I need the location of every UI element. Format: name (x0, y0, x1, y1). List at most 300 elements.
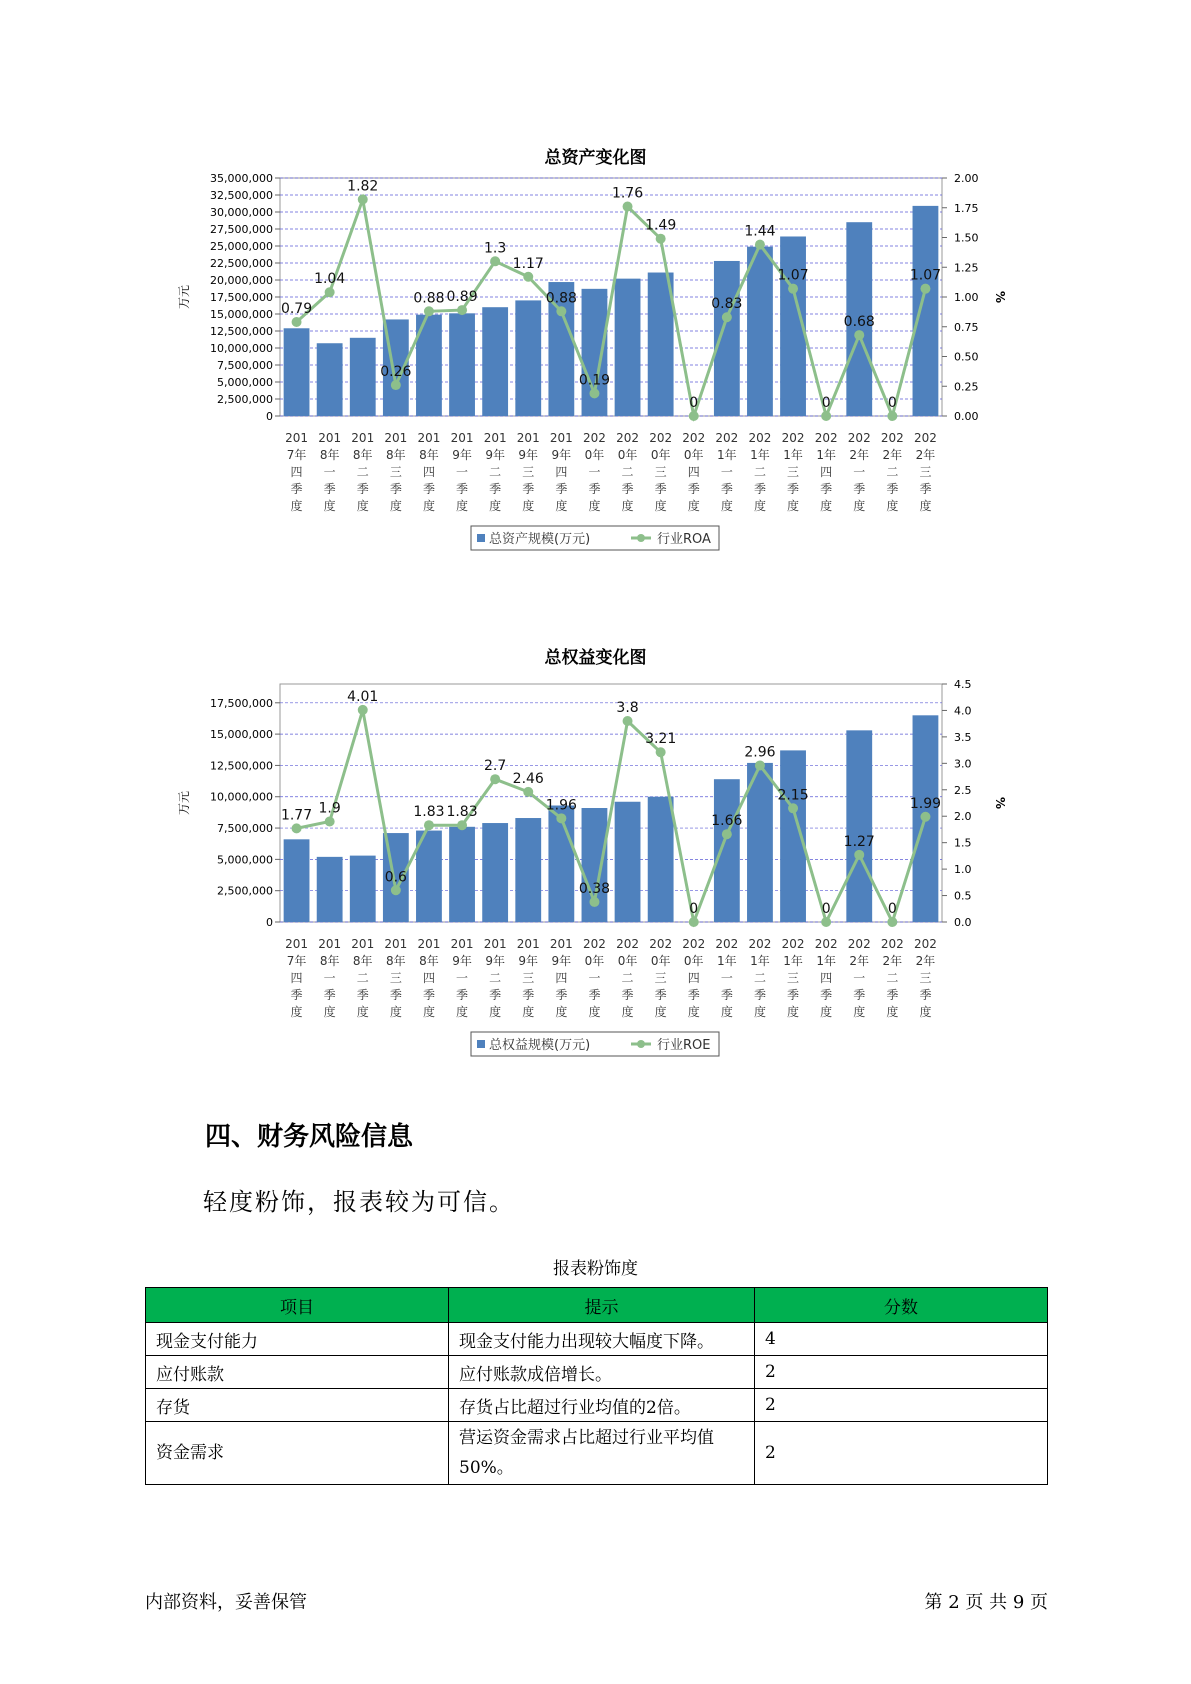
line-point (589, 388, 599, 398)
category-label: 季 (555, 482, 568, 496)
table-row (146, 1422, 1048, 1485)
right-tick-label: 2.00 (954, 172, 979, 185)
category-label: 201 (549, 431, 573, 445)
category-label: 0年 (683, 954, 704, 968)
footer-page-number: 第 2 页 共 9 页 (924, 1592, 1048, 1613)
right-tick-label: 3.5 (954, 730, 972, 744)
category-label: 9年 (518, 954, 539, 968)
left-tick-label: 10,000,000 (210, 790, 273, 804)
category-label: 度 (753, 499, 766, 513)
category-label: 度 (555, 1005, 568, 1019)
category-label: 201 (450, 431, 474, 445)
category-label: 二 (621, 971, 634, 985)
category-label: 四 (422, 465, 435, 479)
table-row (146, 1389, 1048, 1422)
category-label: 季 (787, 988, 800, 1002)
category-label: 季 (456, 988, 469, 1002)
row-score: 2 (755, 1422, 1048, 1485)
line-point (689, 917, 699, 927)
left-tick-label: 20,000,000 (210, 274, 273, 287)
category-label: 季 (720, 482, 733, 496)
right-tick-label: 1.5 (954, 836, 972, 850)
category-label: 度 (456, 499, 469, 513)
category-label: 度 (323, 499, 336, 513)
data-label: 1.96 (545, 797, 577, 814)
row-hint: 现金支付能力出现较大幅度下降。 (449, 1323, 755, 1356)
line-point (325, 817, 335, 827)
category-label: 7年 (286, 448, 307, 462)
category-label: 季 (919, 482, 932, 496)
category-label: 季 (787, 482, 800, 496)
line-point (358, 194, 368, 204)
table-header-row (146, 1288, 1048, 1323)
category-label: 季 (753, 988, 766, 1002)
category-label: 季 (621, 988, 634, 1002)
line-point (556, 813, 566, 823)
category-label: 四 (555, 465, 568, 479)
category-label: 202 (880, 937, 904, 951)
category-label: 度 (654, 499, 667, 513)
category-label: 度 (919, 499, 932, 513)
category-label: 季 (290, 988, 303, 1002)
category-label: 度 (886, 499, 899, 513)
data-label: 0 (821, 901, 831, 917)
category-label: 201 (318, 937, 342, 951)
right-tick-label: 3.0 (954, 757, 972, 771)
legend-swatch-point (637, 534, 645, 542)
section-heading: 四、财务风险信息 (205, 1122, 414, 1152)
category-label: 201 (483, 431, 507, 445)
category-label: 202 (748, 937, 772, 951)
row-score: 2 (755, 1389, 1048, 1422)
category-label: 季 (654, 988, 667, 1002)
line-point (589, 897, 599, 907)
line-point (292, 317, 302, 327)
left-tick-label: 35,000,000 (210, 172, 273, 185)
category-label: 1年 (783, 954, 803, 968)
category-label: 9年 (551, 448, 572, 462)
row-score: 2 (755, 1356, 1048, 1389)
category-label: 度 (687, 499, 700, 513)
right-tick-label: 2.5 (954, 783, 972, 797)
chart-title-equity: 总权益变化图 (544, 648, 647, 668)
data-label: 1.99 (909, 795, 942, 812)
category-label: 202 (847, 937, 871, 951)
data-label: 4.01 (347, 688, 379, 705)
category-label: 202 (649, 937, 673, 951)
bar (846, 730, 872, 922)
line-point (656, 234, 666, 244)
category-label: 201 (516, 431, 540, 445)
line-point (854, 850, 864, 860)
category-label: 度 (356, 1005, 369, 1019)
category-label: 三 (787, 971, 800, 985)
right-tick-label: 0.75 (954, 320, 979, 334)
category-label: 二 (356, 465, 369, 479)
line-point (623, 716, 633, 726)
category-label: 三 (919, 465, 932, 479)
category-label: 一 (853, 971, 866, 985)
category-label: 2年 (849, 954, 870, 968)
data-label: 1.83 (413, 804, 445, 821)
category-label: 1年 (717, 954, 737, 968)
line-point (490, 774, 500, 784)
category-label: 季 (753, 482, 766, 496)
category-label: 201 (351, 431, 375, 445)
line-point (755, 760, 765, 770)
data-label: 0 (689, 395, 699, 411)
line-point (292, 823, 302, 833)
bar (284, 328, 310, 416)
category-label: 8年 (352, 954, 373, 968)
category-label: 季 (820, 482, 833, 496)
category-label: 202 (880, 431, 904, 445)
category-label: 度 (522, 499, 535, 513)
category-label: 8年 (386, 954, 406, 968)
category-label: 季 (489, 482, 502, 496)
data-label: 1.76 (611, 185, 644, 202)
table-caption: 报表粉饰度 (553, 1259, 638, 1279)
category-label: 二 (753, 465, 766, 479)
category-label: 三 (389, 465, 402, 479)
category-label: 7年 (286, 954, 307, 968)
bar (350, 338, 376, 416)
data-label: 1.27 (843, 833, 875, 850)
left-tick-label: 5,000,000 (217, 853, 273, 867)
category-label: 2年 (849, 448, 870, 462)
category-label: 季 (654, 482, 667, 496)
category-label: 二 (753, 971, 766, 985)
left-tick-label: 25,000,000 (210, 240, 273, 253)
data-label: 1.66 (711, 813, 743, 830)
bar (317, 857, 343, 922)
category-label: 202 (649, 431, 673, 445)
category-label: 9年 (518, 448, 539, 462)
left-tick-label: 7,500,000 (217, 822, 273, 836)
category-label: 二 (886, 971, 899, 985)
category-label: 201 (384, 431, 408, 445)
line-point (689, 411, 699, 421)
left-tick-label: 0 (266, 916, 273, 929)
line-point (358, 705, 368, 715)
category-label: 202 (682, 937, 706, 951)
bar (615, 802, 641, 922)
left-tick-label: 0 (266, 410, 273, 423)
summary-text: 轻度粉饰，报表较为可信。 (203, 1188, 515, 1216)
left-tick-label: 17,500,000 (210, 291, 273, 304)
category-label: 一 (323, 971, 336, 985)
bar (515, 818, 541, 922)
bar (913, 206, 939, 416)
line-point (325, 287, 335, 297)
category-label: 季 (323, 988, 336, 1002)
data-label: 0.83 (711, 296, 743, 313)
right-tick-label: 4.0 (954, 704, 972, 718)
category-label: 度 (422, 1005, 435, 1019)
category-label: 8年 (352, 448, 373, 462)
category-label: 202 (715, 937, 739, 951)
category-label: 度 (853, 1005, 866, 1019)
category-label: 二 (489, 465, 502, 479)
category-label: 201 (285, 937, 309, 951)
category-label: 度 (389, 1005, 402, 1019)
category-label: 0年 (683, 448, 704, 462)
bar (350, 856, 376, 922)
line-point (755, 240, 765, 250)
category-label: 202 (616, 431, 640, 445)
right-tick-label: 0.50 (954, 350, 979, 364)
category-label: 度 (621, 1005, 634, 1019)
data-label: 2.15 (777, 787, 809, 804)
category-label: 0年 (617, 954, 638, 968)
category-label: 季 (456, 482, 469, 496)
category-label: 202 (682, 431, 706, 445)
bar (615, 279, 641, 416)
category-label: 四 (820, 465, 833, 479)
line-point (457, 305, 467, 315)
category-label: 三 (522, 971, 535, 985)
line-point (788, 284, 798, 294)
category-label: 2年 (915, 448, 936, 462)
category-label: 202 (814, 937, 838, 951)
data-label: 0.26 (380, 364, 412, 381)
category-label: 0年 (617, 448, 638, 462)
table-row (146, 1356, 1048, 1389)
category-label: 9年 (452, 954, 472, 968)
row-score: 4 (755, 1323, 1048, 1356)
data-label: 0.79 (280, 300, 313, 317)
data-label: 0.88 (413, 290, 445, 307)
bar (449, 827, 475, 922)
category-label: 季 (853, 482, 866, 496)
category-label: 201 (384, 937, 408, 951)
category-label: 202 (582, 431, 606, 445)
data-label: 2.7 (484, 758, 507, 775)
category-label: 季 (522, 482, 535, 496)
bar (747, 247, 773, 416)
data-label: 0 (887, 395, 897, 411)
category-label: 2年 (915, 954, 936, 968)
header-item: 项目 (146, 1288, 449, 1323)
category-label: 季 (489, 988, 502, 1002)
legend-swatch-bar (477, 534, 485, 542)
data-label: 1.17 (512, 255, 544, 272)
row-item: 存货 (146, 1389, 449, 1422)
category-label: 201 (516, 937, 540, 951)
bar (648, 797, 674, 922)
category-label: 一 (323, 465, 336, 479)
category-label: 度 (720, 1005, 733, 1019)
category-label: 一 (720, 971, 733, 985)
category-label: 度 (489, 1005, 502, 1019)
category-label: 1年 (783, 448, 803, 462)
header-score: 分数 (755, 1288, 1048, 1323)
line-point (490, 256, 500, 266)
category-label: 202 (814, 431, 838, 445)
row-hint: 应付账款成倍增长。 (449, 1356, 755, 1389)
category-label: 二 (356, 971, 369, 985)
category-label: 1年 (750, 954, 770, 968)
data-label: 2.46 (512, 770, 544, 787)
category-label: 度 (489, 499, 502, 513)
category-label: 8年 (319, 954, 340, 968)
left-tick-label: 15,000,000 (210, 308, 273, 321)
category-label: 度 (787, 1005, 800, 1019)
bar (515, 300, 541, 416)
category-label: 度 (422, 499, 435, 513)
line-point (887, 411, 897, 421)
category-label: 季 (886, 482, 899, 496)
category-label: 0年 (584, 954, 605, 968)
legend-label: 行业ROE (657, 1038, 711, 1053)
category-label: 201 (285, 431, 309, 445)
category-label: 9年 (485, 448, 505, 462)
category-label: 8年 (419, 954, 439, 968)
category-label: 度 (820, 1005, 833, 1019)
left-tick-label: 32,500,000 (210, 189, 273, 202)
header-hint: 提示 (449, 1288, 755, 1323)
category-label: 度 (787, 499, 800, 513)
category-label: 度 (290, 499, 303, 513)
right-tick-label: 1.75 (954, 201, 979, 215)
category-label: 三 (919, 971, 932, 985)
category-label: 四 (422, 971, 435, 985)
category-label: 201 (351, 937, 375, 951)
data-label: 2.96 (744, 744, 776, 761)
line-point (920, 284, 930, 294)
left-tick-label: 12,500,000 (210, 759, 273, 773)
category-label: 2年 (882, 448, 903, 462)
category-label: 度 (720, 499, 733, 513)
bar (714, 261, 740, 416)
category-label: 201 (549, 937, 573, 951)
data-label: 1.07 (777, 267, 809, 284)
category-label: 202 (715, 431, 739, 445)
left-tick-label: 12,500,000 (210, 325, 273, 338)
left-axis-title: 万元 (177, 284, 191, 310)
category-label: 201 (483, 937, 507, 951)
category-label: 季 (687, 482, 700, 496)
data-label: 1.83 (446, 804, 478, 821)
right-tick-label: 4.5 (954, 678, 972, 691)
table-row (146, 1323, 1048, 1356)
line-point (722, 312, 732, 322)
left-tick-label: 17,500,000 (210, 696, 273, 710)
category-label: 2年 (882, 954, 903, 968)
line-point (656, 747, 666, 757)
category-label: 季 (886, 988, 899, 1002)
category-label: 202 (748, 431, 772, 445)
category-label: 度 (323, 1005, 336, 1019)
right-tick-label: 1.0 (954, 863, 972, 877)
legend-swatch-bar (477, 1040, 485, 1048)
category-label: 季 (588, 988, 601, 1002)
data-label: 1.49 (645, 217, 677, 234)
line-point (556, 306, 566, 316)
category-label: 二 (886, 465, 899, 479)
category-label: 季 (522, 988, 535, 1002)
right-tick-label: 1.00 (954, 291, 979, 304)
left-tick-label: 10,000,000 (210, 342, 273, 355)
category-label: 度 (522, 1005, 535, 1019)
category-label: 三 (522, 465, 535, 479)
category-label: 202 (781, 431, 805, 445)
category-label: 1年 (750, 448, 770, 462)
category-label: 度 (389, 499, 402, 513)
category-label: 一 (588, 465, 601, 479)
category-label: 201 (417, 937, 441, 951)
category-label: 季 (389, 988, 402, 1002)
bar (284, 839, 310, 922)
data-label: 1.9 (318, 800, 341, 817)
category-label: 度 (820, 499, 833, 513)
left-tick-label: 27,500,000 (210, 223, 273, 236)
category-label: 度 (456, 1005, 469, 1019)
data-label: 1.44 (744, 223, 776, 240)
bar (714, 779, 740, 922)
line-point (457, 820, 467, 830)
bar (482, 823, 508, 922)
right-axis-title: % (993, 290, 1007, 304)
category-label: 一 (720, 465, 733, 479)
left-tick-label: 7,500,000 (217, 359, 273, 372)
category-label: 季 (389, 482, 402, 496)
category-label: 季 (422, 482, 435, 496)
line-point (887, 917, 897, 927)
total-equity-chart (170, 676, 1030, 1096)
category-label: 度 (621, 499, 634, 513)
data-label: 1.3 (484, 240, 507, 257)
legend-label: 行业ROA (657, 532, 711, 547)
line-point (424, 306, 434, 316)
category-label: 度 (555, 499, 568, 513)
bar (449, 313, 475, 416)
category-label: 1年 (816, 448, 836, 462)
data-label: 0.68 (843, 314, 875, 331)
category-label: 9年 (551, 954, 572, 968)
category-label: 1年 (816, 954, 836, 968)
category-label: 季 (356, 482, 369, 496)
data-label: 1.77 (280, 807, 313, 824)
right-tick-label: 0.0 (954, 916, 972, 929)
data-label: 1.04 (314, 271, 346, 288)
category-label: 季 (820, 988, 833, 1002)
category-label: 8年 (386, 448, 406, 462)
data-label: 0.19 (578, 372, 611, 389)
left-tick-label: 2,500,000 (217, 884, 273, 898)
category-label: 度 (687, 1005, 700, 1019)
category-label: 季 (720, 988, 733, 1002)
category-label: 三 (654, 465, 667, 479)
category-label: 一 (853, 465, 866, 479)
category-label: 201 (417, 431, 441, 445)
row-item: 应付账款 (146, 1356, 449, 1389)
category-label: 一 (588, 971, 601, 985)
category-label: 202 (781, 937, 805, 951)
category-label: 季 (687, 988, 700, 1002)
category-label: 0年 (584, 448, 605, 462)
total-assets-chart (170, 170, 1030, 590)
category-label: 季 (588, 482, 601, 496)
category-label: 度 (588, 1005, 601, 1019)
category-label: 度 (654, 1005, 667, 1019)
category-label: 四 (687, 971, 700, 985)
legend-label: 总权益规模(万元) (489, 1038, 591, 1053)
row-item: 资金需求 (146, 1422, 449, 1485)
right-tick-label: 2.0 (954, 810, 972, 824)
line-point (920, 812, 930, 822)
category-label: 季 (621, 482, 634, 496)
